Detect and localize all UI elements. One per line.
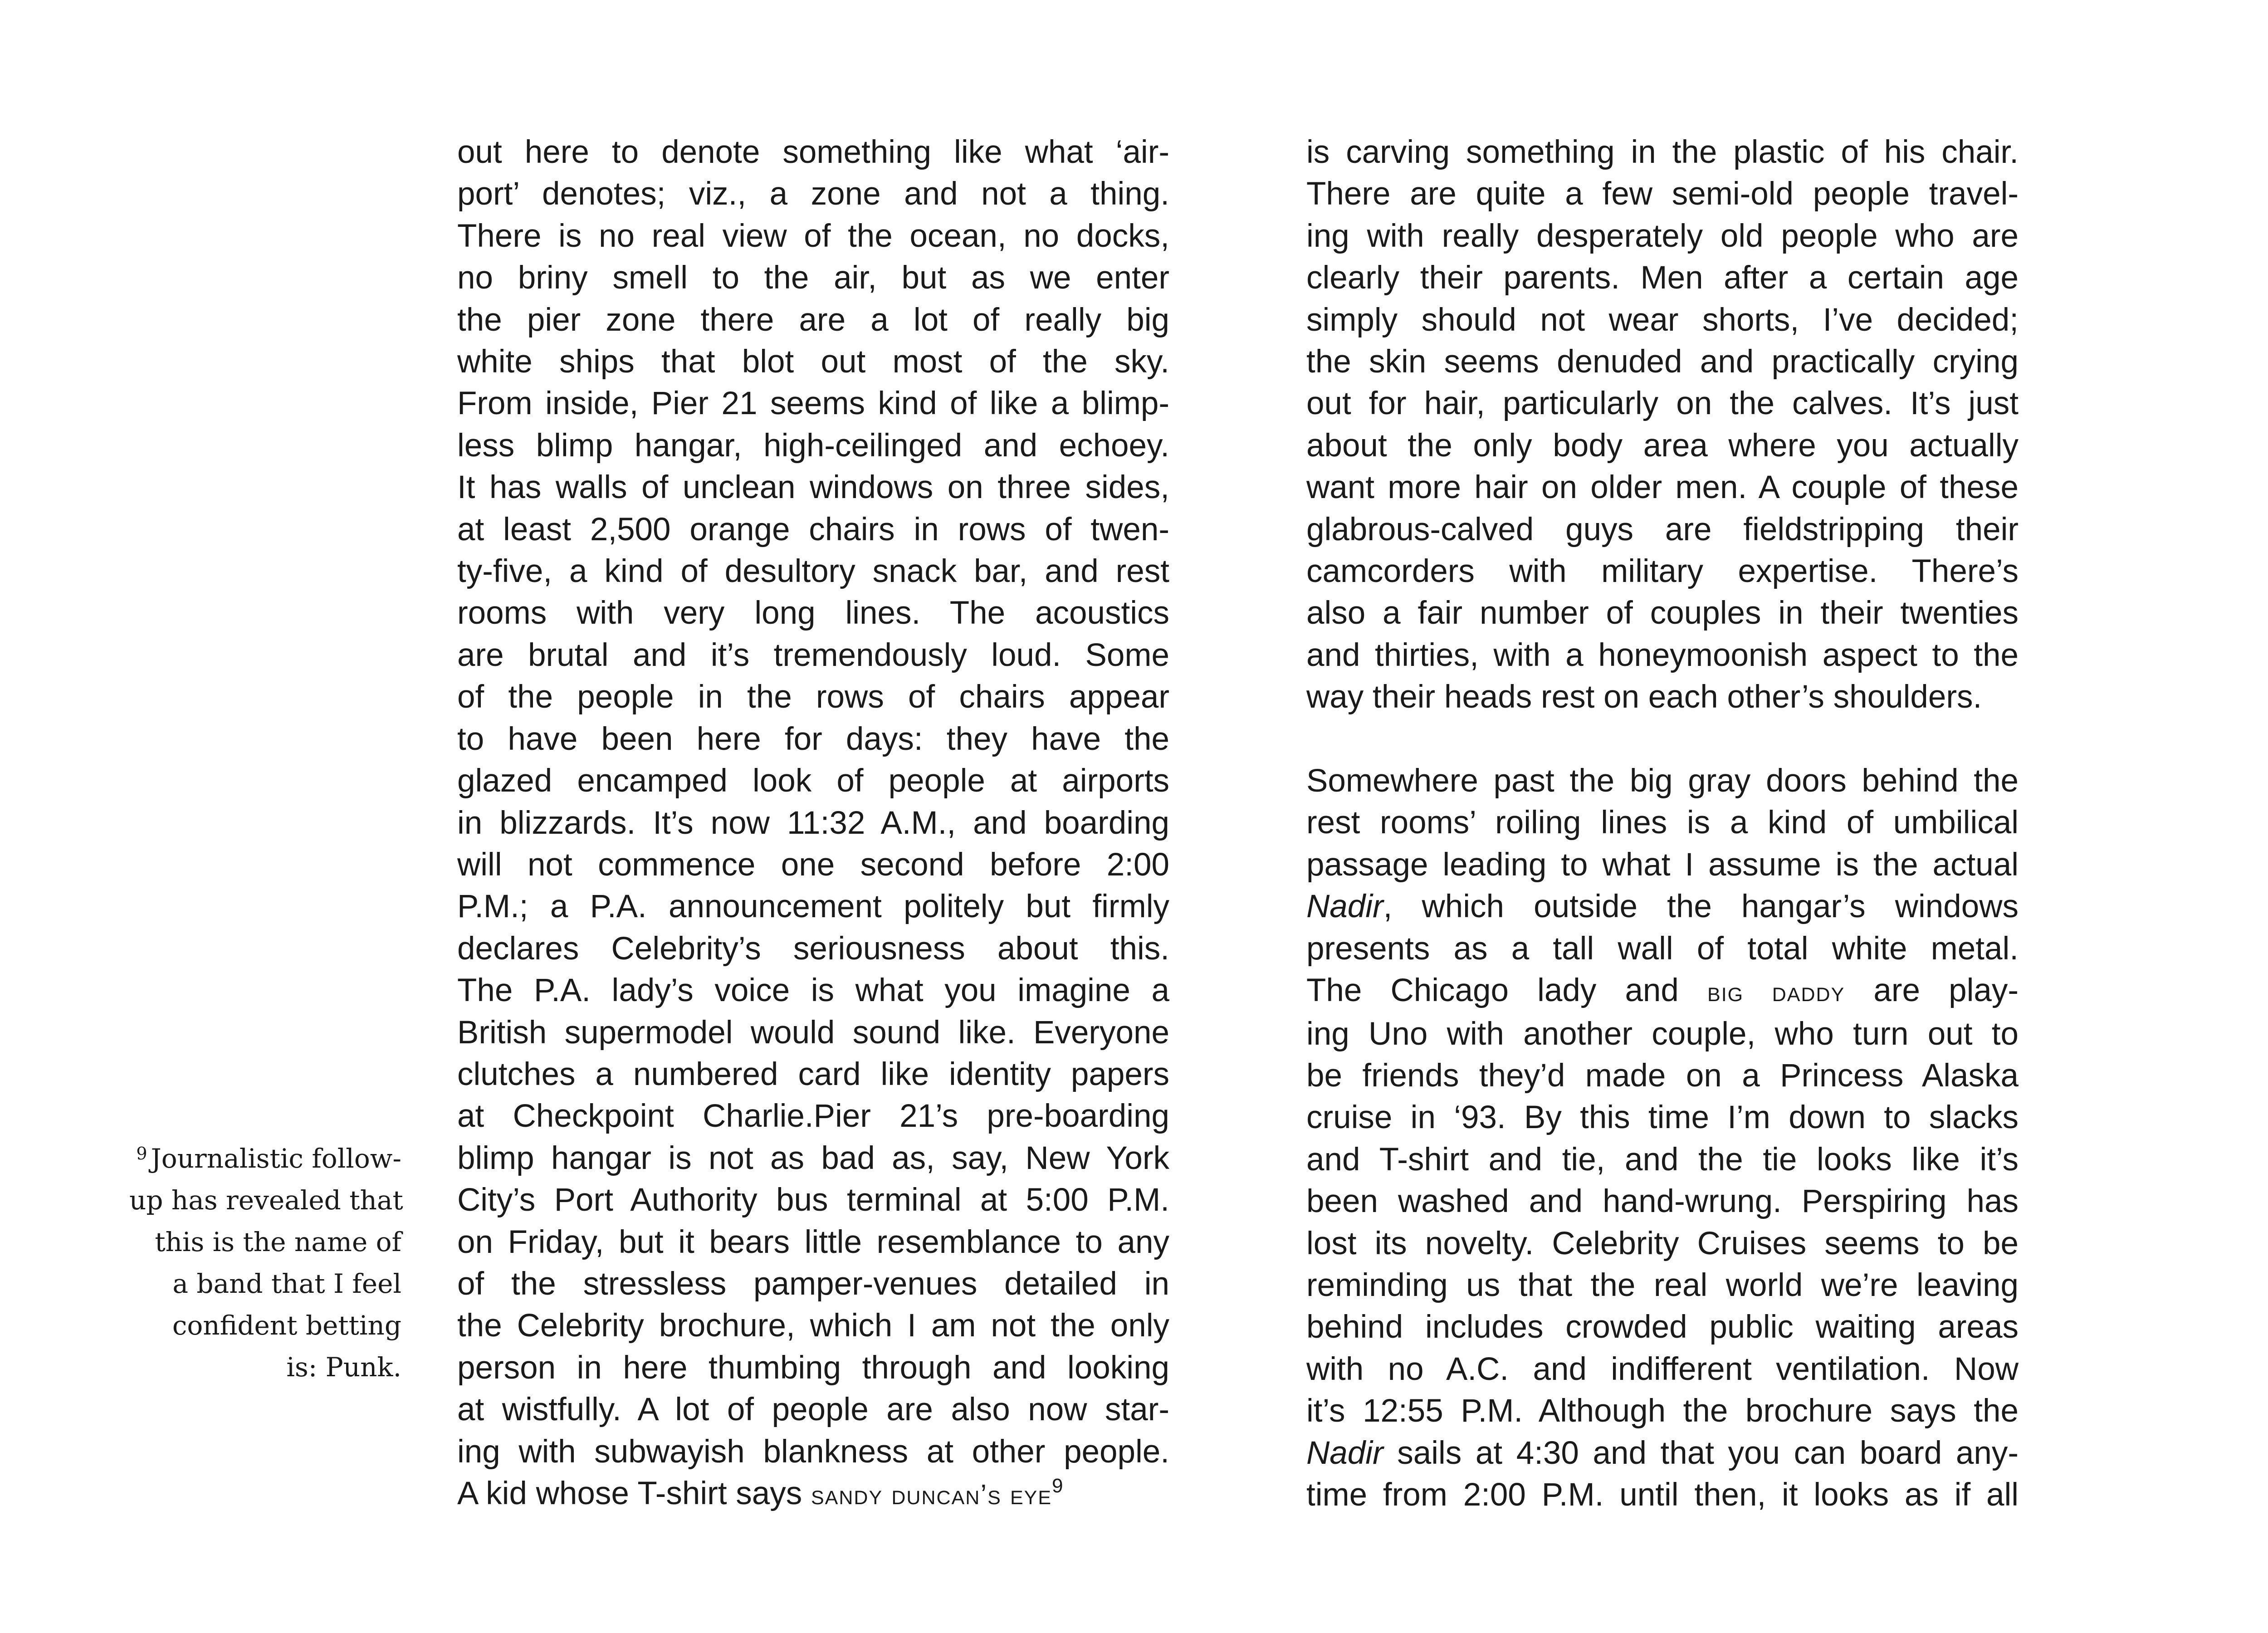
text-line: are brutal and it’s tremendously loud. Some <box>457 637 1169 673</box>
sidenote-line <box>129 1138 401 1179</box>
text-line: port’ denotes; viz., a zone and not a thing. <box>457 176 1169 212</box>
text-line: British supermodel would sound like. Everyone <box>457 1014 1169 1051</box>
text-line-with-footnote <box>457 1473 1169 1516</box>
text-line: P.M.; a P.A. announcement politely but firmly <box>457 889 1169 925</box>
sidenote-number: 9 <box>136 1144 147 1164</box>
left-text-column <box>457 132 1169 1516</box>
text-line: The P.A. lady’s voice is what you imagine a <box>457 973 1169 1009</box>
sidenote-9 <box>129 1138 401 1388</box>
text-line: From inside, Pier 21 seems kind of like a blimp- <box>457 386 1169 422</box>
text-line: There are quite a few semi-old people travel- <box>1306 176 2019 212</box>
ship-name-italic: Nadir <box>1306 889 1383 925</box>
text-line: behind includes crowded public waiting areas <box>1306 1309 2019 1345</box>
sidenote-line: confident betting <box>172 1310 401 1341</box>
text-fragment: sails at 4:30 and that you can board any- <box>1383 1435 2019 1471</box>
sidenote-text: Journalistic follow- <box>151 1143 401 1174</box>
text-line: the pier zone there are a lot of really big <box>457 302 1169 338</box>
text-line: ing Uno with another couple, who turn out to <box>1306 1016 2019 1052</box>
text-line <box>1306 886 2019 928</box>
text-line: the skin seems denuded and practically crying <box>1306 344 2019 380</box>
text-fragment: , which outside the hangar’s windows <box>1383 889 2019 925</box>
text-line: blimp hangar is not as bad as, say, New York <box>457 1140 1169 1176</box>
text-fragment: The Chicago lady and <box>1306 973 1708 1009</box>
footnote-ref-9[interactable]: 9 <box>1052 1475 1063 1497</box>
text-line: presents as a tall wall of total white metal. <box>1306 930 2019 967</box>
text-line: out here to denote something like what ‘air- <box>457 134 1169 170</box>
text-line: white ships that blot out most of the sky. <box>457 344 1169 380</box>
text-line: be friends they’d made on a Princess Alaska <box>1306 1057 2019 1094</box>
text-line: less blimp hangar, high-ceilinged and echoey. <box>457 427 1169 464</box>
text-line: been washed and hand-wrung. Perspiring has <box>1306 1183 2019 1220</box>
text-line: rest rooms’ roiling lines is a kind of umbilical <box>1306 805 2019 841</box>
text-line: will not commence one second before 2:00 <box>457 846 1169 883</box>
text-line: out for hair, particularly on the calves. It’s just <box>1306 386 2019 422</box>
text-line: simply should not wear shorts, I’ve decided; <box>1306 302 2019 338</box>
text-line <box>1306 970 2019 1013</box>
text-line: on Friday, but it bears little resemblance to any <box>457 1224 1169 1260</box>
text-line: ing with really desperately old people who are <box>1306 218 2019 254</box>
text-line: rooms with very long lines. The acoustics <box>457 595 1169 631</box>
ship-name-italic: Nadir <box>1306 1435 1383 1471</box>
text-line: at least 2,500 orange chairs in rows of twen- <box>457 511 1169 548</box>
text-line: way their heads rest on each other’s shoulders. <box>1306 679 1982 715</box>
text-line: of the people in the rows of chairs appear <box>457 679 1169 715</box>
text-line: clearly their parents. Men after a certain age <box>1306 260 2019 296</box>
text-line: There is no real view of the ocean, no docks, <box>457 218 1169 254</box>
text-line: of the stressless pamper-venues detailed in <box>457 1266 1169 1302</box>
text-line <box>1306 1433 2019 1474</box>
sidenote-line: is: Punk. <box>286 1352 401 1383</box>
text-line: in blizzards. It’s now 11:32 A.M., and boarding <box>457 805 1169 841</box>
text-line: reminding us that the real world we’re leaving <box>1306 1267 2019 1303</box>
big-daddy-smallcaps-text: big daddy <box>1707 976 1845 1008</box>
text-line: it’s 12:55 P.M. Although the brochure says the <box>1306 1393 2019 1429</box>
text-line: ing with subwayish blankness at other people. <box>457 1433 1169 1470</box>
text-line: about the only body area where you actually <box>1306 427 2019 464</box>
text-line: passage leading to what I assume is the actual <box>1306 846 2019 883</box>
text-line: and thirties, with a honeymoonish aspect to the <box>1306 637 2019 673</box>
paragraph-break <box>1306 719 2019 760</box>
text-line: clutches a numbered card like identity papers <box>457 1056 1169 1092</box>
text-line: time from 2:00 P.M. until then, it looks as if all <box>1306 1477 2019 1513</box>
text-line: at wistfully. A lot of people are also now star- <box>457 1392 1169 1428</box>
sidenote-line: up has revealed that <box>129 1185 403 1216</box>
sidenote-line: this is the name of <box>155 1227 401 1257</box>
sidenote-line: a band that I feel <box>172 1268 401 1299</box>
text-line: cruise in ‘93. By this time I’m down to slacks <box>1306 1100 2019 1136</box>
text-line: no briny smell to the air, but as we enter <box>457 260 1169 296</box>
text-line: person in here thumbing through and looking <box>457 1349 1169 1386</box>
text-line: is carving something in the plastic of his chair. <box>1306 134 2019 170</box>
text-line: the Celebrity brochure, which I am not the only <box>457 1308 1169 1344</box>
text-line: also a fair number of couples in their twenties <box>1306 595 2019 631</box>
text-line: to have been here for days: they have the <box>457 721 1169 757</box>
text-line: lost its novelty. Celebrity Cruises seems to be <box>1306 1225 2019 1261</box>
text-line: at Checkpoint Charlie.Pier 21’s pre-boarding <box>457 1098 1169 1134</box>
text-line: camcorders with military expertise. There’s <box>1306 553 2019 590</box>
text-line: with no A.C. and indifferent ventilation. Now <box>1306 1351 2019 1387</box>
text-line: and T-shirt and tie, and the tie looks like it’s <box>1306 1141 2019 1178</box>
text-line: glabrous-calved guys are fieldstripping their <box>1306 511 2019 548</box>
text-line: City’s Port Authority bus terminal at 5:00 P.M. <box>457 1182 1169 1218</box>
text-line: want more hair on older men. A couple of these <box>1306 469 2019 506</box>
text-fragment: are play- <box>1845 973 2019 1009</box>
tshirt-smallcaps-text: sandy duncan’s eye <box>811 1479 1052 1511</box>
text-line: declares Celebrity’s seriousness about this. <box>457 930 1169 967</box>
text-line: Somewhere past the big gray doors behind the <box>1306 763 2019 799</box>
right-text-column <box>1306 132 2019 1516</box>
text-line: glazed encamped look of people at airports <box>457 763 1169 799</box>
text-line: It has walls of unclean windows on three sides, <box>457 469 1169 506</box>
text-fragment: A kid whose T-shirt says <box>457 1476 811 1511</box>
text-line: ty-five, a kind of desultory snack bar, and rest <box>457 553 1169 590</box>
